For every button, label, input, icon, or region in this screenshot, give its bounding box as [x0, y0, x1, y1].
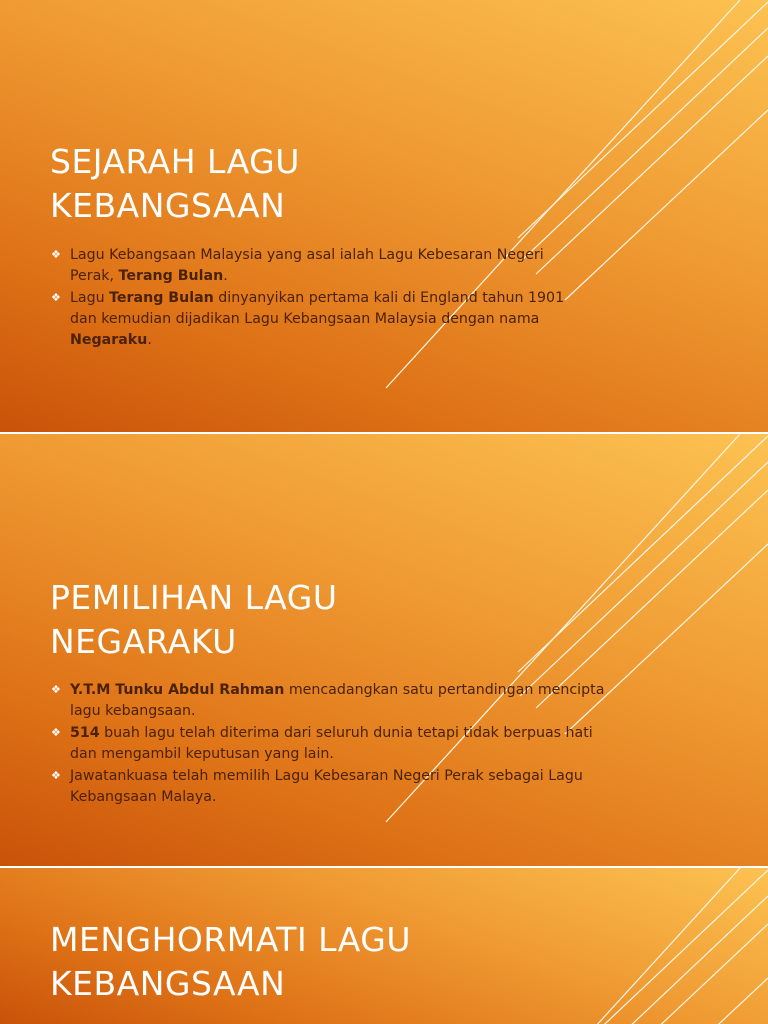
bullet-item: [50, 680, 700, 722]
bullet-item: [50, 288, 700, 351]
bullet-line: Jawatankuasa telah memilih Lagu Kebesaran Negeri Perak sebagai Lagu: [70, 768, 583, 784]
slide-3: [0, 868, 768, 1024]
bullet-item: [50, 766, 700, 808]
slide-2: [0, 434, 768, 866]
slide-1: [0, 0, 768, 432]
slide-title: [50, 576, 338, 664]
diamond-bullet-icon: ❖: [51, 726, 61, 739]
slide-title-line: KEBANGSAAN: [50, 186, 286, 225]
slide-title-line: KEBANGSAAN: [50, 964, 286, 1003]
bullet-line: Kebangsaan Malaya.: [70, 789, 217, 805]
diamond-bullet-icon: ❖: [51, 683, 61, 696]
bullet-line: 514 buah lagu telah diterima dari seluruh dunia tetapi tidak berpuas hati: [70, 725, 593, 741]
slide-title: [50, 140, 300, 228]
diamond-bullet-icon: ❖: [51, 248, 61, 261]
slide-title-line: MENGHORMATI LAGU: [50, 920, 412, 959]
bullet-line: Negaraku.: [70, 332, 152, 348]
slide-title-line: SEJARAH LAGU: [50, 142, 300, 181]
slide-title-line: PEMILIHAN LAGU: [50, 578, 338, 617]
slide-title-line: NEGARAKU: [50, 622, 237, 661]
bullet-line: dan kemudian dijadikan Lagu Kebangsaan Malaysia dengan nama: [70, 311, 540, 327]
diamond-bullet-icon: ❖: [51, 291, 61, 304]
bullet-list: [50, 245, 700, 352]
bullet-item: [50, 723, 700, 765]
slide-title: [50, 918, 411, 1006]
bullet-item: [50, 245, 700, 287]
bullet-line: Perak, Terang Bulan.: [70, 268, 228, 284]
bullet-line: lagu kebangsaan.: [70, 703, 196, 719]
diamond-bullet-icon: ❖: [51, 769, 61, 782]
bullet-list: [50, 680, 700, 809]
bullet-line: Lagu Terang Bulan dinyanyikan pertama kali di England tahun 1901: [70, 290, 565, 306]
bullet-line: Lagu Kebangsaan Malaysia yang asal ialah Lagu Kebesaran Negeri: [70, 247, 544, 263]
bullet-line: dan mengambil keputusan yang lain.: [70, 746, 334, 762]
bullet-line: Y.T.M Tunku Abdul Rahman mencadangkan satu pertandingan mencipta: [70, 682, 605, 698]
